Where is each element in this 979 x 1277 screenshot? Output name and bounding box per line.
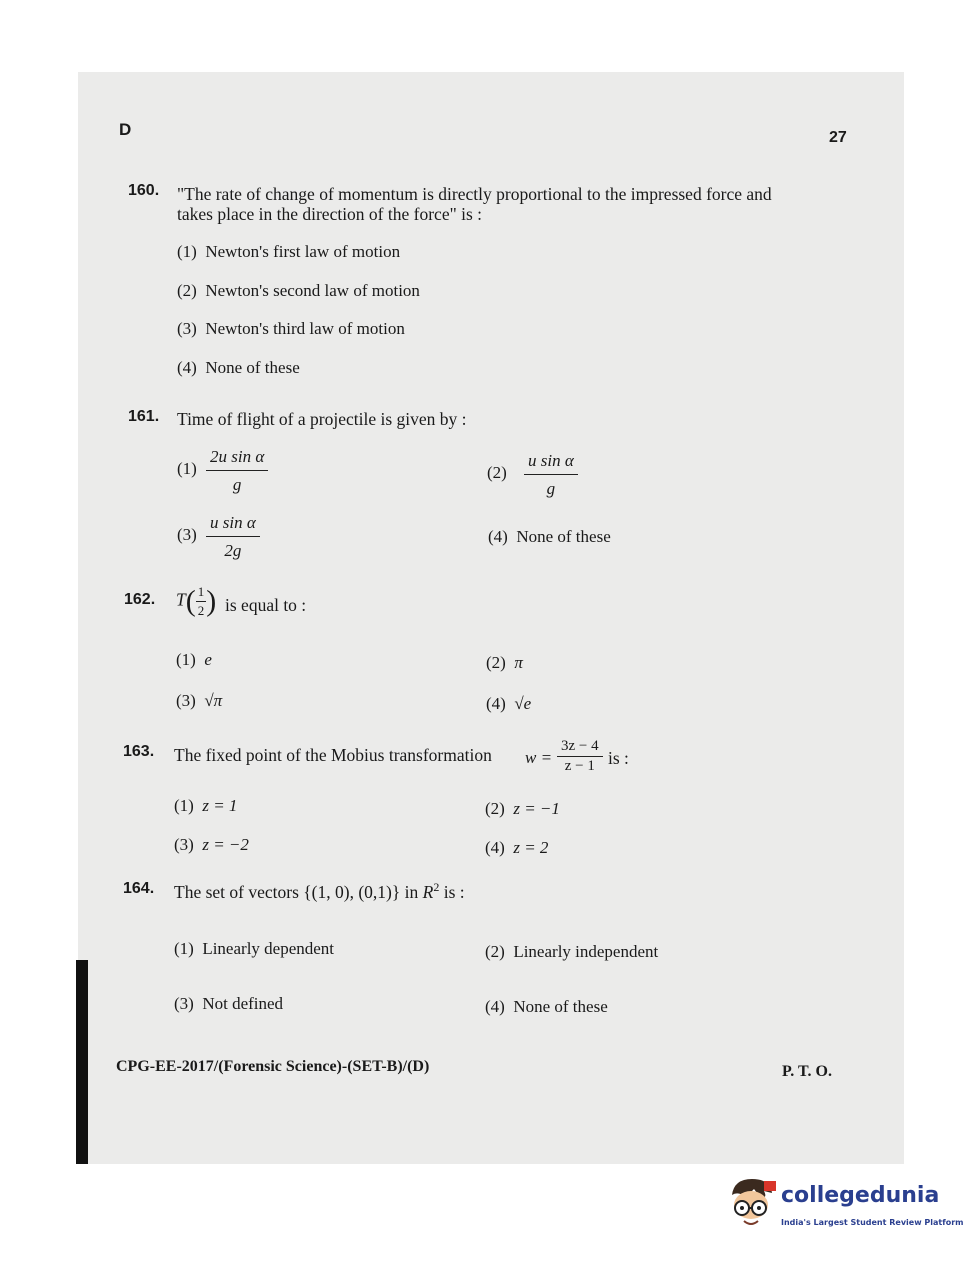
set-letter: D	[119, 120, 132, 139]
mascot-icon	[724, 1175, 778, 1233]
option: (4) z = 2	[485, 838, 549, 857]
brand-name: collegedunia	[781, 1183, 940, 1208]
question-suffix: is :	[608, 748, 629, 768]
option: (3) Newton's third law of motion	[177, 319, 405, 338]
question-text: is equal to :	[225, 595, 307, 615]
page-turn-over: P. T. O.	[782, 1063, 832, 1080]
option: (2) π	[486, 653, 523, 672]
option: (3) z = −2	[174, 835, 249, 854]
equation-lhs: w =	[525, 748, 553, 767]
option: (1) z = 1	[174, 796, 238, 815]
brand-tagline: India's Largest Student Review Platform	[781, 1218, 964, 1227]
question-text: "The rate of change of momentum is directly proportional to the impressed force and	[177, 184, 772, 204]
option: (1) Newton's first law of motion	[177, 242, 401, 261]
question-number: 161.	[128, 408, 160, 425]
scan-edge-shadow	[76, 960, 88, 1164]
option: (1)	[177, 459, 197, 478]
option: (4) √e	[486, 694, 532, 713]
question-number: 160.	[128, 182, 160, 199]
question-text: Time of flight of a projectile is given by :	[177, 409, 467, 429]
question-text: The fixed point of the Mobius transformation	[174, 745, 492, 765]
question-text: takes place in the direction of the force" is :	[177, 204, 483, 224]
question-number: 163.	[123, 743, 155, 760]
option: (2)	[487, 463, 507, 482]
option: (2) z = −1	[485, 799, 560, 818]
fraction: $\frac{\text{u sin α}}{g}$	[524, 451, 578, 499]
question-text: The set of vectors {(1, 0), (0,1)} in $R^2$ is :	[174, 880, 465, 902]
gamma-expression: T( $\frac{1}{2}$ )	[176, 584, 217, 618]
fraction: $\frac{\text{u sin α}}{2g}$	[206, 513, 260, 561]
collegedunia-logo[interactable]	[724, 1175, 964, 1237]
option: (2) Linearly independent	[485, 942, 659, 961]
question-number: 162.	[124, 591, 156, 608]
fraction: $\frac{3z - 4}{z - 1}$	[557, 738, 603, 775]
question-number: 164.	[123, 880, 155, 897]
option: (2) Newton's second law of motion	[177, 281, 420, 300]
option: (1) Linearly dependent	[174, 939, 335, 958]
option: (4) None of these	[177, 358, 300, 377]
option: (3) Not defined	[174, 994, 284, 1013]
option: (4) None of these	[488, 527, 611, 546]
fraction: $\frac{\text{2u sin α}}{g}$	[206, 447, 268, 495]
option: (1) e	[176, 650, 212, 669]
option: (4) None of these	[485, 997, 608, 1016]
option: (3) √π	[176, 691, 223, 710]
paper-code: CPG-EE-2017/(Forensic Science)-(SET-B)/(D)	[116, 1058, 430, 1075]
option: (3)	[177, 525, 197, 544]
page-number: 27	[829, 129, 847, 146]
